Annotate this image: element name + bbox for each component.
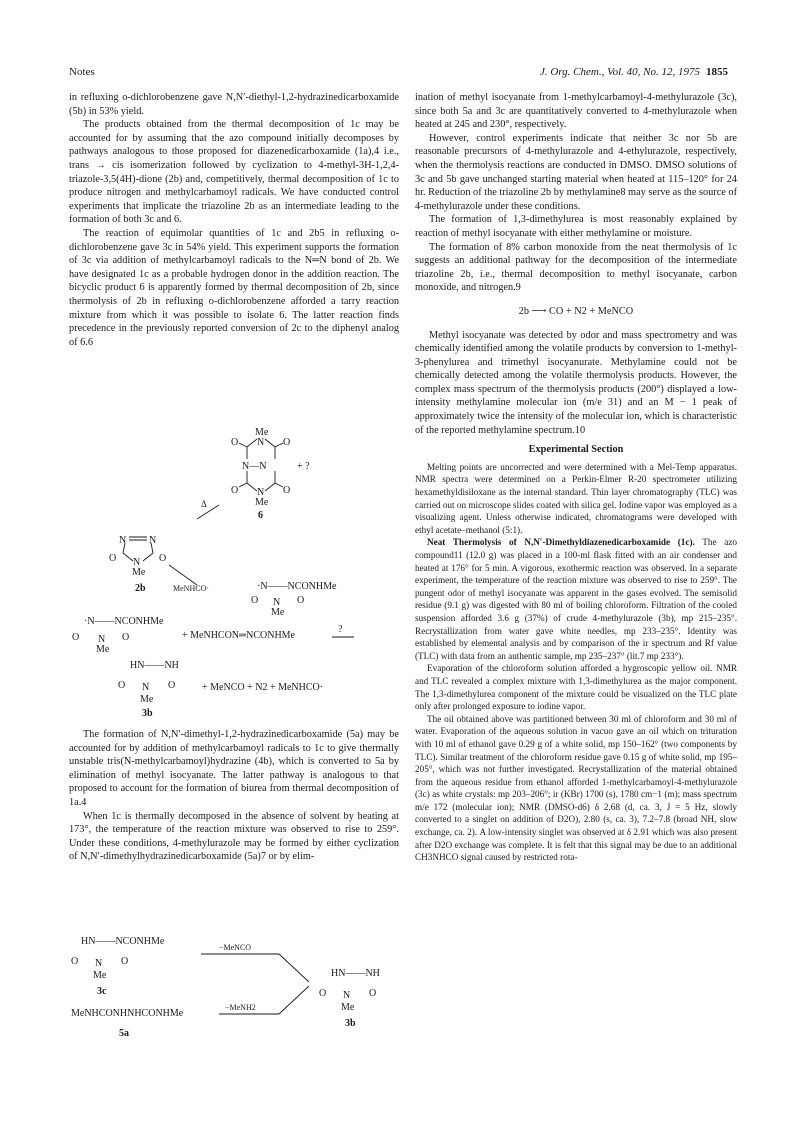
svg-text:N: N	[119, 535, 127, 546]
paragraph: The formation of N,N′-dimethyl-1,2-hydrazinedicarboxamide (5a) may be accounted for by addition of methylcarbamoyl radicals to 1c to give thermally unstable tris(N-methylcarbamoyl)hydrazine (4b), which is converted to 5a by elimination of methyl isocyanate. The latter pathway is analogous to that proposed to account for the formation of biurea from thermal decomposition of 1a.4	[69, 729, 399, 808]
svg-text:O: O	[118, 680, 126, 691]
left-column-continued	[69, 728, 399, 864]
svg-text:Me: Me	[132, 567, 146, 578]
svg-text:O: O	[72, 632, 80, 643]
running-head-left: Notes	[69, 66, 95, 78]
journal-citation: J. Org. Chem., Vol. 40, No. 12, 1975	[539, 66, 700, 78]
svg-text:N: N	[95, 958, 103, 969]
svg-text:O: O	[168, 680, 176, 691]
svg-text:O: O	[231, 485, 239, 496]
reaction-scheme-2	[69, 932, 409, 1102]
svg-text:O: O	[369, 988, 377, 999]
running-head-right	[540, 66, 728, 78]
label-2b: 2b	[135, 583, 146, 594]
page-number: 1855	[706, 66, 728, 78]
label-3c: 3c	[97, 986, 107, 997]
paragraph	[415, 536, 737, 662]
svg-text:O: O	[71, 956, 79, 967]
svg-text:O: O	[319, 988, 327, 999]
delta-label: Δ	[201, 499, 207, 509]
reaction-scheme-1	[69, 425, 409, 615]
svg-text:Me: Me	[93, 970, 107, 981]
scheme-1-radicals	[62, 612, 407, 732]
svg-text:O: O	[231, 437, 239, 448]
label-3b: 3b	[142, 708, 153, 719]
paragraph: The products obtained from the thermal decomposition of 1c may be accounted for by assuming that the azo compound initially decomposes by pathways analogous to those proposed for diazenedicarboxamide (1a),4 i.e., trans → cis isomerization followed by cyclization to 4-methyl-3H-1,2,4-triazole-3,5(4H)-dione (2b) and, competitively, thermal decomposition of 1c to produce nitrogen and methylcarbamoyl radicals. We have conducted control experiments that implicate the triazoline 2b as an intermediate leading to the formation of both 3c and 6.	[69, 119, 399, 226]
experimental-text	[415, 461, 737, 864]
paragraph: The formation of 1,3-dimethylurea is most reasonably explained by reaction of methyl isocyanate with either methylamine or moisture.	[415, 214, 737, 239]
svg-text:O: O	[122, 632, 130, 643]
plus-question: + ?	[297, 461, 310, 472]
svg-text:Me: Me	[96, 644, 110, 655]
svg-text:Me: Me	[271, 607, 285, 615]
paragraph: The reaction of equimolar quantities of 1c and 2b5 in refluxing o-dichlorobenzene gave 3c in 54% yield. This experiment supports the formation of 3c via addition of methylcarbamoyl radicals to the N═N bond of 2b. We have designated 1c as a probable hydrogen donor in the addition reaction. The bicyclic product 6 is apparently formed by thermal decomposition of 2b, since thermolysis of 2b in refluxing o-dichlorobenzene afforded a tarry reaction mixture from which it was possible to isolate 6. The latter reaction finds precedence in the previously reported conversion of 2c to the diphenyl analog of 6.6	[69, 227, 399, 348]
paragraph: The formation of 8% carbon monoxide from the neat thermolysis of 1c suggests an additional pathway for the decomposition of the intermediate triazoline 2b, i.e., thermal decomposition to methyl isocyanate, carbon monoxide, and nitrogen.9	[415, 241, 737, 294]
svg-text:O: O	[109, 553, 117, 564]
right-column	[415, 91, 737, 864]
svg-text:·N——NCONHMe: ·N——NCONHMe	[84, 616, 164, 627]
svg-text:HN——NH: HN——NH	[331, 968, 380, 979]
svg-text:O: O	[297, 595, 305, 606]
paragraph: The oil obtained above was partitioned between 30 ml of chloroform and 30 ml of water. Evaporation of the aqueous solution in vacuo gave an oil which on trituration with 10 ml of ethanol gave 0.29 g of a white solid, mp 150–162° (two components by TLC). Similar treatment of the chloroform residue gave 0.15 g of white solid, mp 195–205°, which was not further investigated. Recrystallization of the material obtained from the aqueous residue from ethanol afforded 1-methylcarbamoyl-4-methylurazole (3c) as white crystals: mp 203–206°; ir (KBr) 1700 (s), 1780 cm−1 (m); mass spectrum m/e 172 (molecular ion); NMR (DMSO-d6) δ 2.68 (d, ca. 3, J = 5 Hz, slowly converted to a singlet on addition of D2O), 2.80 (s, ca. 3), 7.2–7.8 (broad NH, slow exchange, ca. 2). A low-intensity singlet was observed at δ 2.91 which was also present after D2O exchange was complete. It is felt that this signal may be due to an additional CH3NHCO signal caused by restricted rota-	[415, 713, 737, 863]
svg-text:N: N	[343, 990, 351, 1001]
svg-text:O: O	[159, 553, 167, 564]
label-6: 6	[258, 510, 263, 521]
arrow-top-label: −MeNCO	[219, 943, 252, 952]
n-label: N	[257, 437, 265, 448]
svg-text:N: N	[273, 597, 281, 608]
svg-text:N: N	[257, 487, 265, 498]
subheading: Neat Thermolysis of N,N′-Dimethyldiazenedicarboxamide (1c).	[427, 537, 695, 548]
svg-text:HN——NCONHMe: HN——NCONHMe	[81, 936, 165, 947]
azo-product: + MeNHCON═NCONHMe	[182, 630, 295, 641]
equation: 2b ⟶ CO + N2 + MeNCO	[518, 305, 634, 317]
paragraph: in refluxing o-dichlorobenzene gave N,N′-diethyl-1,2-hydrazinedicarboxamide (5b) in 53% yield.	[69, 92, 399, 117]
svg-text:O: O	[283, 485, 291, 496]
paragraph: Methyl isocyanate was detected by odor and mass spectrometry and was chemically identified among the volatile products by conversion to 1-methyl-3-phenylurea and trimethyl isocyanurate. Methylamine could not be chemically detected among the volatile thermolysis products. However, the complex mass spectrum of the thermolysis products (200°) displayed a low-intensity methylamine molecular ion (m/e 31) and an M − 1 peak of approximately twice the intensity of the molecular ion, which is characteristic of the reported methylamine spectrum.10	[415, 329, 737, 436]
byproducts: + MeNCO + N2 + MeNHCO·	[202, 682, 324, 693]
left-column-top	[69, 91, 399, 349]
me-label: Me	[255, 427, 269, 438]
label-5a: 5a	[119, 1028, 129, 1039]
svg-text:N—N: N—N	[242, 461, 267, 472]
structure-5a: MeNHCONHNHCONHMe	[71, 1008, 184, 1019]
paragraph: Evaporation of the chloroform solution afforded a hygroscopic yellow oil. NMR and TLC revealed a complex mixture with 1,3-dimethylurea as the major component. The 1,3-dimethylurea component of the mixture could be visualized on the TLC plate only after prolonged exposure to iodine vapor.	[415, 663, 737, 712]
svg-text:N: N	[133, 557, 141, 568]
paragraph-body: The azo compound11 (12.0 g) was placed in a 100-ml flask fitted with an air condenser and heated at 176° for 5 min. A vigorous, exothermic reaction was observed. In a separate experiment, the temperature of the reaction mixture was observed to rise to 259°. The pungent odor of methyl isocyanate was apparent in the gases evolved. The semisolid residue (9.1 g) was digested with 80 ml of boiling chloroform. Filtration of the cooled suspension afforded 3.6 g (37%) of crude 4-methylurazole (3b), mp 215–235°. Recrystallization from water gave white needles, mp 233–235°. Identity was established by elemental analysis and by comparison of the ir spectrum and Rf value (TLC) with data from an authentic sample, mp 235–237° (lit.7 mp 233°).	[415, 537, 737, 661]
svg-text:·N——NCONHMe: ·N——NCONHMe	[257, 581, 337, 592]
svg-text:Me: Me	[341, 1002, 355, 1013]
question-mark: ?	[338, 624, 343, 635]
svg-text:Me: Me	[255, 497, 269, 508]
svg-text:O: O	[251, 595, 259, 606]
svg-text:N: N	[98, 634, 106, 645]
svg-text:N: N	[149, 535, 157, 546]
reagent-label: MeNHCO·	[173, 584, 209, 593]
arrow-bottom-label: −MeNH2	[225, 1003, 256, 1012]
svg-text:HN——NH: HN——NH	[130, 660, 179, 671]
svg-text:N: N	[142, 682, 150, 693]
svg-text:O: O	[121, 956, 129, 967]
label-3b-scheme2: 3b	[345, 1018, 356, 1029]
paragraph: Melting points are uncorrected and were determined with a Mel-Temp apparatus. NMR spectra were determined on a Perkin-Elmer R-20 spectrometer utilizing hexamethyldisiloxane as the internal standard. Thin layer chromatography (TLC) was carried out on microscope slides coated with silica gel. Iodine vapor was employed as a visualizing agent. Unless otherwise indicated, chromatograms were developed with ethyl acetate–methanol (5:1).	[415, 461, 737, 535]
section-title: Experimental Section	[528, 444, 624, 456]
paragraph: However, control experiments indicate that neither 3c nor 5b are reasonable precursors of 4-methylurazole and 4-ethylurazole, respectively, when the thermolysis reactions are conducted in DMSO. DMSO solutions of 3c and 5b gave unchanged starting material when heated at 115–120° for 24 hr. Reduction of the triazoline 2b by methylamine8 may serve as the source of 4-methylurazole under these conditions.	[415, 132, 737, 212]
svg-text:O: O	[283, 437, 291, 448]
paragraph: When 1c is thermally decomposed in the absence of solvent by heating at 173°, the temperature of the reaction mixture was observed to rise to 259°. Under these conditions, 4-methylurazole may be formed by either cyclization of N,N′-dimethylhydrazinedicarboxamide (5a)7 or by elim-	[69, 810, 399, 863]
svg-text:Me: Me	[140, 694, 154, 705]
paragraph: ination of methyl isocyanate from 1-methylcarbamoyl-4-methylurazole (3c), since both 5a and 3c are quantitatively converted to 4-methylurazole when heated at 245 and 230°, respectively.	[415, 92, 737, 131]
